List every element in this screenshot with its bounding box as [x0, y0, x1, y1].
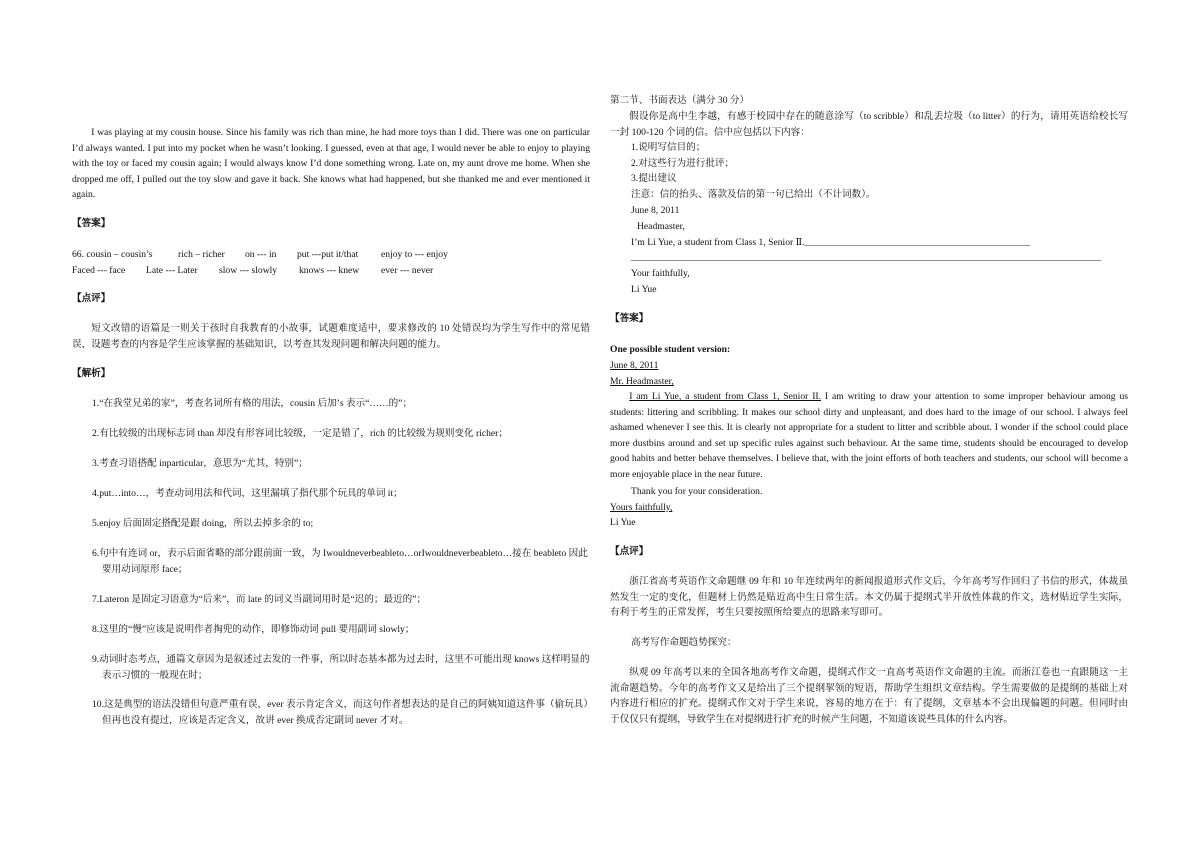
analysis-item-2 [72, 426, 590, 442]
prompt-note: 注意：信的抬头、落款及信的第一句已给出（不计词数）。 [631, 189, 876, 200]
analysis-text: 2.有比较级的出现标志词 than 却没有形容词比较级，一定是错了，rich 的比较级为规则变化 richer； [92, 428, 508, 439]
sample-body [610, 389, 1128, 482]
letter-date: June 8, 2011 [631, 205, 680, 216]
answer-item: ever --- never [381, 265, 434, 276]
answer-row-2 [72, 263, 590, 279]
analysis-item-3 [72, 456, 590, 472]
sample-signature: Li Yue [610, 517, 636, 528]
answer-item: 66. cousin – cousin’s [72, 249, 153, 260]
analysis-item-7 [72, 592, 590, 608]
analysis-text: 8.这里的“慢”应该是说明作者掏兜的动作，即修饰动词 pull 要用副词 slowly； [92, 624, 415, 635]
analysis-text: 10.这是典型的语法没错但句意严重有误，ever 表示肯定含义，而这句作者想表达的是自己的阿姨知道这件事（偷玩具）但再也没有提过，应该是否定含义，故讲 ever 换成否定副词 never 才对。 [92, 699, 589, 726]
analysis-item-9 [72, 652, 590, 683]
prompt-block [610, 109, 1128, 140]
answer-item: Faced --- face [72, 265, 126, 276]
analysis-text: 6.句中有连词 or，表示后面省略的部分跟前面一致，为 Iwouldneverbeableto…orIwouldneverbeableto…接在 beableto 因此要用动词原形 face； [92, 548, 588, 575]
passage-text: I was playing at my cousin house. Since his family was rich than mine, he had more toys than I did. There was one on particular I’d always wanted. I put into my pocket when he wasn’t looking. I guessed, even at that age, I would never be able to enjoy to playing with the toy or faced my cousin again; I would always know I’d done something wrong. Late on, my aunt drove me home. When she dropped me off, I pulled out the toy slow and gave it back. She knows what had happened, but she thanked me and ever mentioned it again. [72, 127, 590, 200]
letter-blank-line: __________________________________________________________________________________________________ [631, 252, 1102, 263]
comment-block [72, 321, 590, 352]
section-title: 第二节、书面表达（满分 30 分） [610, 95, 750, 106]
comment-subheading: 高考写作命题趋势探究： [631, 637, 737, 648]
comment-text: 纵观 09 年高考以来的全国各地高考作文命题，提纲式作文一直高考英语作文命题的主流。而浙江卷也一直跟随这一主流命题趋势。今年的高考作文又是给出了三个提纲挈领的短语，帮助学生组织文章结构。学生需要做的是提纲的基础上对内容进行相应的扩充。提纲式作文对于学生来说，容易的地方在于：有了提纲，文章基本不会出现偏题的问题。但同时由于仅仅只有提纲，导致学生在对提纲进行扩充的时候产生问题，不知道该说些具体的什么内容。 [610, 667, 1128, 725]
analysis-text: 5.enjoy 后面固定搭配是跟 doing，所以去掉多余的 to; [92, 518, 314, 529]
sample-thanks: Thank you for your consideration. [631, 486, 763, 497]
answer-item: on --- in [245, 249, 277, 260]
answer-item: put ---put it/that [297, 249, 359, 260]
letter-signature: Li Yue [631, 284, 657, 295]
comment-heading: 【点评】 [72, 293, 111, 304]
prompt-point-3: 3.提出建议 [631, 173, 677, 184]
answer-item: rich – richer [178, 249, 225, 260]
answer-heading: 【答案】 [610, 313, 649, 324]
analysis-text: 3.考查习语搭配 inparticular，意思为“尤其，特别”； [92, 458, 308, 469]
analysis-text: 9.动词时态考点，通篇文章因为是叙述过去发的一件事，所以时态基本都为过去时，这里不可能出现 knows 这样明显的表示习惯的一般现在时； [92, 654, 590, 681]
prompt-text: 假设你是高中生李越，有感于校园中存在的随意涂写（to scribble）和乱丢垃圾（to litter）的行为，请用英语给校长写一封 100-120 个词的信。信中应包括以下内容： [610, 111, 1128, 138]
comment-block-2 [610, 665, 1128, 727]
analysis-item-10 [72, 697, 590, 728]
comment-block-1 [610, 574, 1128, 621]
analysis-item-1 [72, 396, 590, 412]
sample-date: June 8, 2011 [610, 360, 659, 371]
letter-first-sentence: I’m Li Yue, a student from Class 1, Senior Ⅱ. [631, 237, 805, 248]
prompt-point-1: 1.说明写信目的； [631, 142, 706, 153]
answer-heading: 【答案】 [72, 218, 111, 229]
comment-text: 短文改错的语篇是一则关于孩时自我教育的小故事，试题难度适中，要求修改的 10 处错误均为学生写作中的常见错误，设题考查的内容是学生应该掌握的基础知识，以考查其发现问题和解决问题的能力。 [72, 323, 590, 350]
sample-body-block [610, 389, 1128, 482]
letter-greeting: Headmaster, [637, 221, 685, 232]
comment-text: 浙江省高考英语作文命题继 09 年和 10 年连续两年的新闻报道形式作文后，今年高考写作回归了书信的形式，体裁虽然发生一定的变化，但题材上仍然是贴近高中生日常生活。本文仍属于提纲式半开放性体裁的作文，选材贴近学生实际，有利于考生的正常发挥，考生只要按照所给要点的思路来写即可。 [610, 576, 1128, 618]
letter-blank: _______________________________________________ [804, 237, 1030, 248]
comment-heading: 【点评】 [610, 546, 649, 557]
letter-first-line [610, 235, 1149, 251]
answer-item: knows --- knew [299, 265, 360, 276]
answer-item: Late --- Later [146, 265, 198, 276]
answer-item: slow --- slowly [219, 265, 278, 276]
analysis-item-4 [72, 486, 590, 502]
prompt-point-2: 2.对这些行为进行批评； [631, 158, 735, 169]
sample-heading: One possible student version: [610, 344, 731, 355]
sample-greeting: Mr. Headmaster, [610, 376, 674, 387]
sample-body-text: I am writing to draw your attention to some improper behaviour among us students: littering and scribbling. It makes our school dirty and unpleasant, and does hard to the image of our school. I always feel ashamed whenever I see this. It is clearly not appropriate for a student to litter and scribble about. I wonder if the school could place more dustbins around and set up specific rules against such behaviour. At the same time, students should be encouraged to develop good habits and better behave themselves. I believe that, with the joint efforts of both teachers and students, our school will become a more enjoyable place in the near future. [610, 391, 1128, 480]
analysis-text: 7.Lateron 是固定习语意为“后来”，而 late 的词义当副词用时是“迟的；最近的”； [92, 594, 427, 605]
analysis-item-6 [72, 546, 590, 577]
analysis-text: 1.“在我堂兄弟的家”，考查名词所有格的用法，cousin 后加’s 表示“……的”； [92, 398, 413, 409]
passage-block [72, 125, 590, 203]
answer-row-1 [72, 247, 590, 263]
analysis-heading: 【解析】 [72, 368, 111, 379]
sample-closing: Yours faithfully, [610, 502, 673, 513]
analysis-item-5 [72, 516, 590, 532]
letter-closing: Your faithfully, [631, 268, 690, 279]
analysis-item-8 [72, 622, 590, 638]
analysis-text: 4.put…into…，考查动词用法和代词，这里漏填了指代那个玩具的单词 it； [92, 488, 403, 499]
sample-first-sentence: I am Li Yue, a student from Class 1, Senior II. [629, 391, 822, 402]
answer-item: enjoy to --- enjoy [381, 249, 448, 260]
